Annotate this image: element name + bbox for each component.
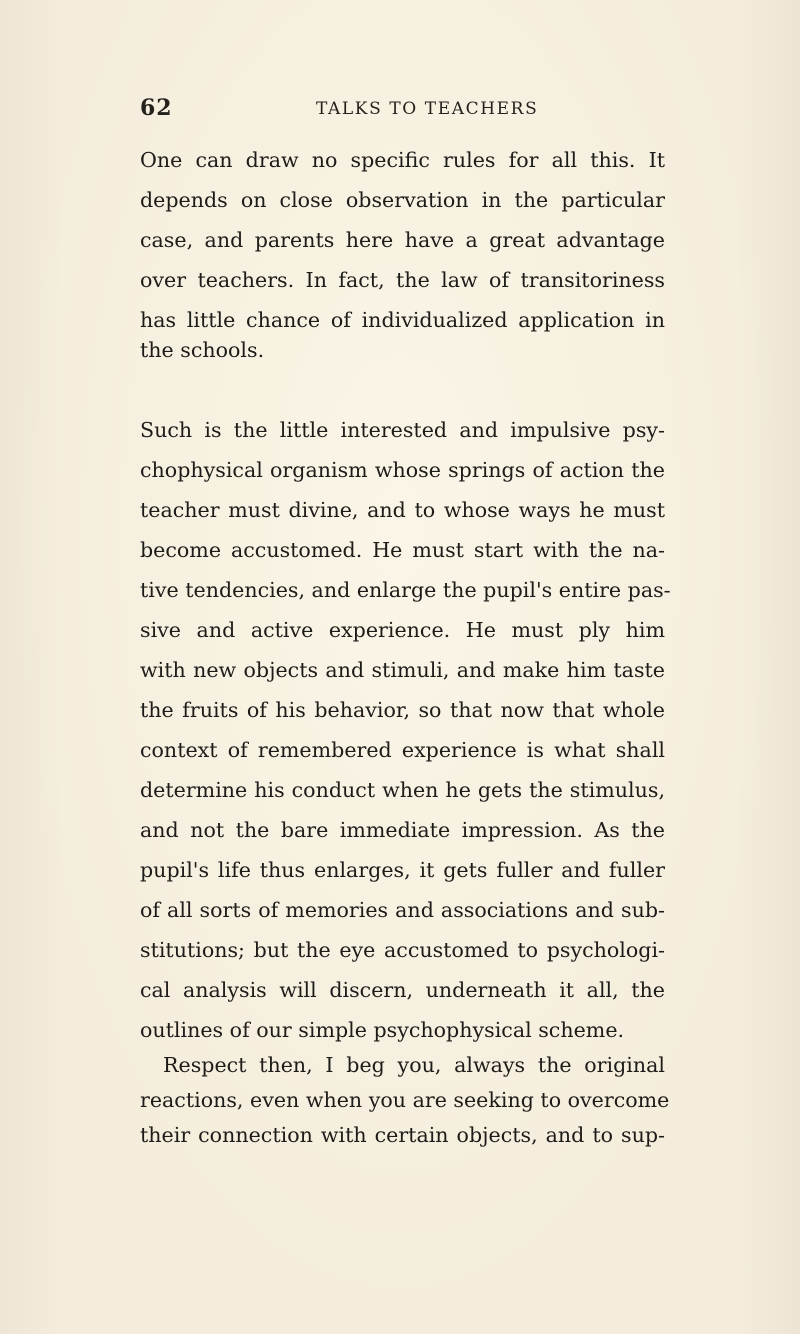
text-line: the fruits of his behavior, so that now that whole bbox=[140, 698, 665, 722]
text-line: Respect then, I beg you, always the original bbox=[163, 1053, 665, 1077]
text-line: and not the bare immediate impression. As the bbox=[140, 818, 665, 842]
text-line: teacher must divine, and to whose ways he must bbox=[140, 498, 665, 522]
text-line: with new objects and stimuli, and make him taste bbox=[140, 658, 665, 682]
text-line: outlines of our simple psychophysical scheme. bbox=[140, 1018, 625, 1042]
text-line: pupil's life thus enlarges, it gets fuller and fuller bbox=[140, 858, 665, 882]
text-line: reactions, even when you are seeking to overcome bbox=[140, 1088, 670, 1112]
text-line: become accustomed. He must start with the na- bbox=[140, 538, 665, 562]
text-line: over teachers. In fact, the law of transitoriness bbox=[140, 268, 665, 292]
text-line: has little chance of individualized application in bbox=[140, 308, 665, 332]
text-line: depends on close observation in the particular bbox=[140, 188, 665, 212]
text-line: of all sorts of memories and associations and sub- bbox=[140, 898, 665, 922]
page-number: 62 bbox=[140, 95, 173, 121]
text-line: determine his conduct when he gets the stimulus, bbox=[140, 778, 665, 802]
text-line: Such is the little interested and impulsive psy- bbox=[140, 418, 665, 442]
text-line: chophysical organism whose springs of action the bbox=[140, 458, 665, 482]
text-line: the schools. bbox=[140, 338, 265, 362]
text-line: tive tendencies, and enlarge the pupil's entire pas- bbox=[140, 578, 671, 602]
running-head bbox=[140, 95, 660, 125]
text-line: cal analysis will discern, underneath it all, the bbox=[140, 978, 665, 1002]
text-line: sive and active experience. He must ply him bbox=[140, 618, 665, 642]
text-line: their connection with certain objects, and to sup- bbox=[140, 1123, 665, 1147]
text-line: case, and parents here have a great advantage bbox=[140, 228, 665, 252]
text-line: One can draw no specific rules for all this. It bbox=[140, 148, 665, 172]
text-line: stitutions; but the eye accustomed to psychologi- bbox=[140, 938, 665, 962]
text-line: context of remembered experience is what shall bbox=[140, 738, 665, 762]
running-title: TALKS TO TEACHERS bbox=[316, 99, 539, 119]
